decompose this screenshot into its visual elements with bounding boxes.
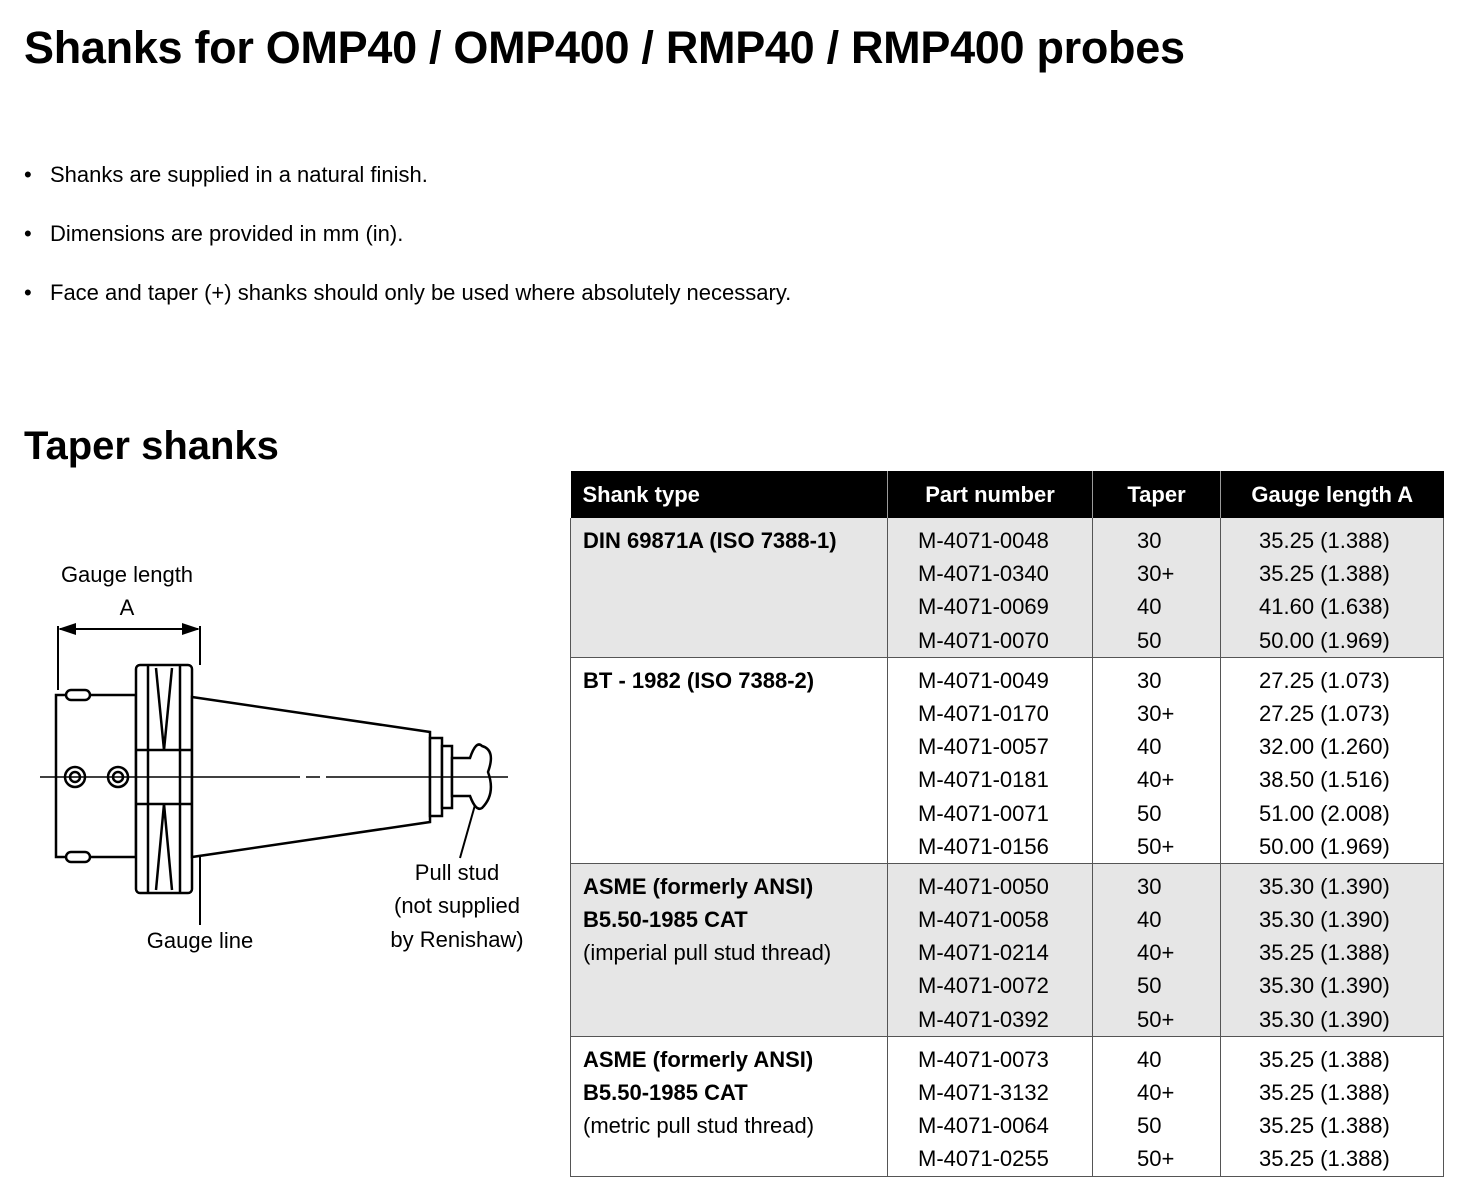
bullet-dot: • <box>24 162 32 187</box>
part-number: M-4071-0392 <box>918 1006 1049 1032</box>
taper-value: 40+ <box>1137 1080 1175 1105</box>
gauge-length-value: 35.30 (1.390) <box>1259 907 1390 933</box>
bullet-text: Shanks are supplied in a natural finish. <box>50 162 428 187</box>
bullet-item <box>24 158 791 217</box>
gauge-length-value: 35.30 (1.390) <box>1259 873 1390 899</box>
gauge-length-value: 41.60 (1.638) <box>1259 594 1390 620</box>
table-row <box>571 518 1444 657</box>
taper-value: 40 <box>1137 594 1162 620</box>
gauge-length-value: 35.25 (1.388) <box>1259 1113 1390 1139</box>
taper-value: 50 <box>1137 800 1162 826</box>
gauge-length-value: 35.25 (1.388) <box>1259 528 1390 553</box>
part-number: M-4071-0069 <box>918 594 1049 620</box>
taper-value: 40+ <box>1137 767 1175 793</box>
part-number: M-4071-0255 <box>918 1146 1049 1172</box>
part-number: M-4071-0071 <box>918 800 1049 826</box>
shank-type-cell <box>571 518 888 657</box>
table-row <box>571 863 1444 1036</box>
part-number: M-4071-0048 <box>918 528 1049 553</box>
taper-value: 40 <box>1137 1046 1162 1072</box>
shank-type-text: ASME (formerly ANSI) <box>583 873 814 899</box>
gauge-length-cell <box>1221 518 1444 657</box>
taper-shanks-table <box>570 471 1444 1177</box>
section-title-taper-shanks: Taper shanks <box>24 424 279 468</box>
part-number: M-4071-0214 <box>918 940 1049 966</box>
gauge-length-value: 35.25 (1.388) <box>1259 940 1390 966</box>
col-header-shank-type: Shank type <box>571 471 888 518</box>
shank-type-text: BT - 1982 (ISO 7388-2) <box>583 667 815 693</box>
gauge-length-value: 35.25 (1.388) <box>1259 1046 1390 1072</box>
col-header-gauge-length: Gauge length A <box>1221 471 1444 518</box>
taper-cell <box>1093 518 1221 657</box>
part-number: M-4071-0070 <box>918 627 1049 653</box>
bullet-item <box>24 276 791 335</box>
bullet-item <box>24 217 791 276</box>
gauge-length-value: 50.00 (1.969) <box>1259 833 1390 859</box>
taper-value: 50 <box>1137 973 1162 999</box>
pull-stud-label-line: by Renishaw) <box>390 927 524 952</box>
taper-value: 30+ <box>1137 700 1175 726</box>
taper-value: 50+ <box>1137 1146 1175 1172</box>
gauge-length-value: 51.00 (2.008) <box>1259 800 1390 826</box>
shank-body-icon <box>56 665 491 893</box>
part-number-cell <box>888 863 1093 1036</box>
table-row <box>571 1036 1444 1176</box>
taper-value: 50+ <box>1137 833 1175 859</box>
bullet-dot: • <box>24 221 32 246</box>
shank-type-note: (imperial pull stud thread) <box>583 940 832 966</box>
taper-value: 30 <box>1137 667 1162 693</box>
taper-value: 50+ <box>1137 1006 1175 1032</box>
part-number: M-4071-0156 <box>918 833 1049 859</box>
gauge-length-value: 35.25 (1.388) <box>1259 1080 1390 1105</box>
col-header-part-number: Part number <box>888 471 1093 518</box>
taper-cell <box>1093 657 1221 863</box>
col-header-taper: Taper <box>1093 471 1221 518</box>
part-number: M-4071-0050 <box>918 873 1049 899</box>
shank-type-cell <box>571 863 888 1036</box>
pull-stud-leader <box>460 805 475 858</box>
gauge-length-value: 35.25 (1.388) <box>1259 1146 1390 1172</box>
gauge-length-cell <box>1221 863 1444 1036</box>
part-number: M-4071-0181 <box>918 767 1049 793</box>
part-number: M-4071-0072 <box>918 973 1049 999</box>
table-row <box>571 657 1444 863</box>
gauge-length-value: 35.30 (1.390) <box>1259 1006 1390 1032</box>
part-number-cell <box>888 1036 1093 1176</box>
gauge-length-value: 35.30 (1.390) <box>1259 973 1390 999</box>
gauge-line-label: Gauge line <box>146 928 254 953</box>
pull-stud-label-line: Pull stud <box>414 860 500 885</box>
shank-type-text: B5.50-1985 CAT <box>583 907 748 933</box>
gauge-length-value: 35.25 (1.388) <box>1259 561 1390 587</box>
gauge-length-value: 32.00 (1.260) <box>1259 734 1390 760</box>
taper-value: 30 <box>1137 873 1162 899</box>
gauge-length-value: 27.25 (1.073) <box>1259 700 1390 726</box>
taper-value: 40 <box>1137 734 1162 760</box>
shank-type-cell <box>571 1036 888 1176</box>
gauge-length-value: 27.25 (1.073) <box>1259 667 1390 693</box>
part-number-cell <box>888 657 1093 863</box>
taper-value: 40+ <box>1137 940 1175 966</box>
taper-cell <box>1093 863 1221 1036</box>
shank-type-text: DIN 69871A (ISO 7388-1) <box>583 528 837 553</box>
table-header-row <box>571 471 1444 518</box>
taper-value: 30 <box>1137 528 1162 553</box>
table-body <box>571 518 1444 1176</box>
taper-cell <box>1093 1036 1221 1176</box>
shank-type-text: B5.50-1985 CAT <box>583 1080 748 1105</box>
taper-shank-diagram <box>30 550 550 970</box>
page-title: Shanks for OMP40 / OMP400 / RMP40 / RMP400 probes <box>24 22 1185 73</box>
part-number: M-4071-0058 <box>918 907 1049 933</box>
taper-value: 50 <box>1137 627 1162 653</box>
part-number: M-4071-0064 <box>918 1113 1049 1139</box>
taper-value: 30+ <box>1137 561 1175 587</box>
gauge-length-value: 38.50 (1.516) <box>1259 767 1390 793</box>
bullet-text: Face and taper (+) shanks should only be used where absolutely necessary. <box>50 280 792 305</box>
shank-type-text: ASME (formerly ANSI) <box>583 1046 814 1072</box>
gauge-length-value: 50.00 (1.969) <box>1259 627 1390 653</box>
taper-value: 50 <box>1137 1113 1162 1139</box>
part-number: M-4071-0073 <box>918 1046 1049 1072</box>
bullet-dot: • <box>24 280 32 305</box>
gauge-length-letter: A <box>119 595 135 620</box>
part-number: M-4071-0049 <box>918 667 1049 693</box>
taper-value: 40 <box>1137 907 1162 933</box>
part-number: M-4071-0340 <box>918 561 1049 587</box>
part-number: M-4071-0057 <box>918 734 1049 760</box>
info-bullet-list <box>24 158 791 335</box>
part-number-cell <box>888 518 1093 657</box>
gauge-length-cell <box>1221 657 1444 863</box>
gauge-length-label: Gauge length <box>60 562 194 587</box>
part-number: M-4071-0170 <box>918 700 1049 726</box>
gauge-length-cell <box>1221 1036 1444 1176</box>
part-number: M-4071-3132 <box>918 1080 1049 1105</box>
bullet-text: Dimensions are provided in mm (in). <box>50 221 404 246</box>
shank-type-note: (metric pull stud thread) <box>583 1113 815 1139</box>
shank-type-cell <box>571 657 888 863</box>
pull-stud-label-line: (not supplied <box>394 893 520 918</box>
